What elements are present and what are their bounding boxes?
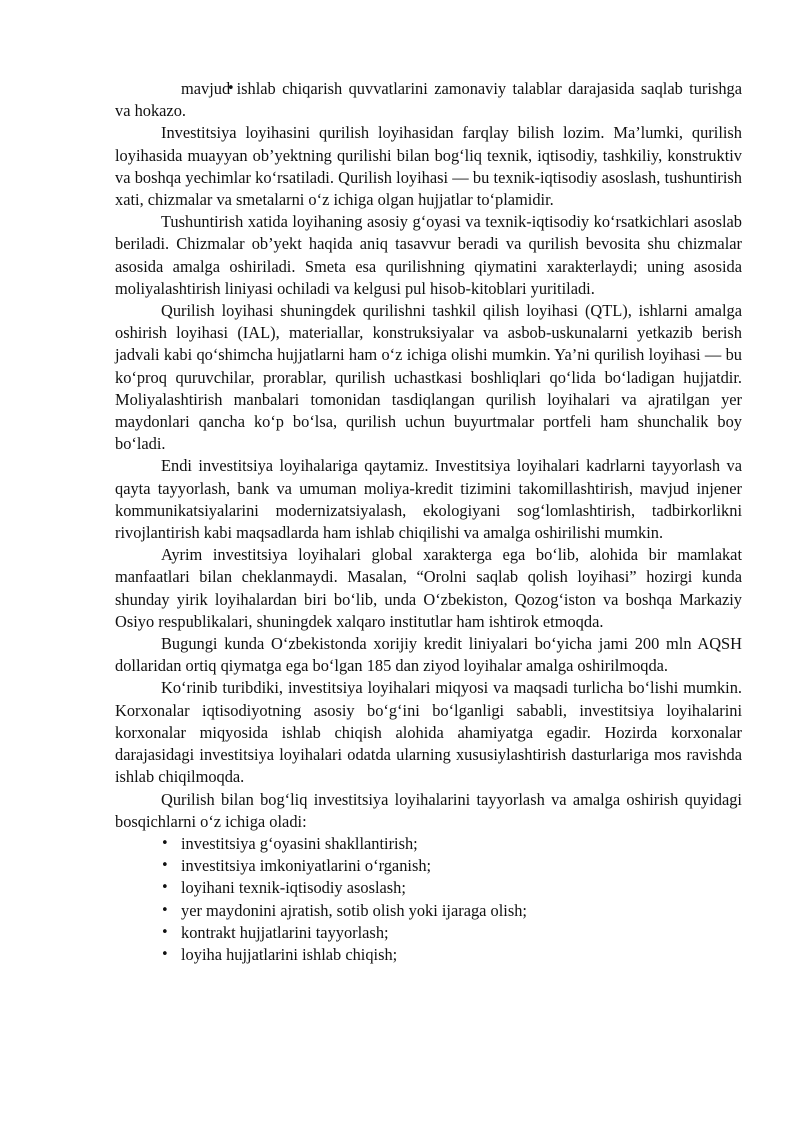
stages-list <box>115 833 742 966</box>
paragraph-investment-vs-construction: Investitsiya loyihasini qurilish loyihasidan farqlay bilish lozim. Ma’lumki, qurilish loyihasida muayyan ob’yektning qurilishi bilan bog‘liq texnik, iqtisodiy, tashkiliy, konstruktiv va boshqa yechimlar ko‘rsatiladi. Qurilish loyihasi — bu texnik-iqtisodiy asoslash, tushuntirish xati, chizmalar va smetalarni o‘z ichiga olgan hujjatlar to‘plamidir. <box>115 123 742 210</box>
stage-item: • loyiha hujjatlarini ishlab chiqish; <box>115 944 742 966</box>
intro-bullet: • mavjud ishlab chiqarish quvvatlarini zamonaviy talablar darajasida saqlab turishga va hokazo. <box>115 78 742 122</box>
paragraph-explanatory-note: Tushuntirish xatida loyihaning asosiy g‘oyasi va texnik-iqtisodiy ko‘rsatkichlari asoslab beriladi. Chizmalar ob’yekt haqida aniq tasavvur beradi va qurilish bevosita shu chizmalar asosida amalga oshiriladi. Smeta esa qurilishning qiymatini xarakterlaydi; uning asosida moliyalashtirish liniyasi ochiladi va kelgusi pul hisob-kitoblari yuritiladi. <box>115 212 742 298</box>
document-body <box>115 78 742 966</box>
paragraph-enterprise-level: Ko‘rinib turibdiki, investitsiya loyihalari miqyosi va maqsadi turlicha bo‘lishi mumkin. Korxonalar iqtisodiyotning asosiy bo‘g‘ini bo‘lganligi sababli, investitsiya loyihalarini korxonalar miqyosida ishlab chiqish alohida ahamiyatga egadir. Hozirda korxonalar darajasidagi investitsiya loyihalari odatda ularning xususiylashtirish dasturlariga mos ravishda ishlab chiqilmoqda. <box>115 678 742 787</box>
paragraph-construction-project: Qurilish loyihasi shuningdek qurilishni tashkil qilish loyihasi (QTL), ishlarni amalga oshirish loyihasi (IAL), materiallar, konstruksiyalar va asbob-uskunalarni yetkazib berish jadvali kabi qo‘shimcha hujjatlarni ham o‘z ichiga olishi mumkin. Ya’ni qurilish loyihasi — bu ko‘proq quruvchilar, prorablar, qurilish uchastkasi boshliqlari qo‘lida bo‘ladigan hujjatdir. Moliyalashtirish manbalari tomonidan tasdiqlangan qurilish loyihalari va ajratilgan yer maydonlari qancha ko‘p bo‘lsa, qurilish uchun buyurtmalar portfeli ham shunchalik boy bo‘ladi. <box>115 301 742 454</box>
stage-item: • investitsiya g‘oyasini shakllantirish; <box>115 833 742 855</box>
stage-item: • kontrakt hujjatlarini tayyorlash; <box>115 922 742 944</box>
stage-item: • yer maydonini ajratish, sotib olish yoki ijaraga olish; <box>115 900 742 922</box>
paragraph-stages-intro: Qurilish bilan bog‘liq investitsiya loyihalarini tayyorlash va amalga oshirish quyidagi bosqichlarni o‘z ichiga oladi: <box>115 789 742 831</box>
paragraph-global-projects: Ayrim investitsiya loyihalari global xarakterga ega bo‘lib, alohida bir mamlakat manfaatlari bilan cheklanmaydi. Masalan, “Orolni saqlab qolish loyihasi” hozirgi kunda shunday yirik loyihalardan biri bo‘lib, unda O‘zbekiston, Qozog‘iston va boshqa Markaziy Osiyo respublikalari, shuningdek xalqaro institutlar ham ishtirok etmoqda. <box>115 545 742 631</box>
stage-item: • loyihani texnik-iqtisodiy asoslash; <box>115 877 742 899</box>
stage-item: • investitsiya imkoniyatlarini o‘rganish; <box>115 855 742 877</box>
paragraph-uzbekistan-credit-lines: Bugungi kunda O‘zbekistonda xorijiy kredit liniyalari bo‘yicha jami 200 mln AQSH dollaridan ortiq qiymatga ega bo‘lgan 185 dan ziyod loyihalar amalga oshirilmoqda. <box>115 634 742 676</box>
paragraph-investment-projects: Endi investitsiya loyihalariga qaytamiz. Investitsiya loyihalari kadrlarni tayyorlash va qayta tayyorlash, bank va umuman moliya-kredit tizimini takomillashtirish, mavjud injener kommunikatsiyalarini modernizatsiyalash, ekologiyani sog‘lomlashtirish, tadbirkorlikni rivojlantirish kabi maqsadlarda ham ishlab chiqilishi va amalga oshirilishi mumkin. <box>115 456 742 543</box>
intro-bullet-list <box>115 78 742 122</box>
